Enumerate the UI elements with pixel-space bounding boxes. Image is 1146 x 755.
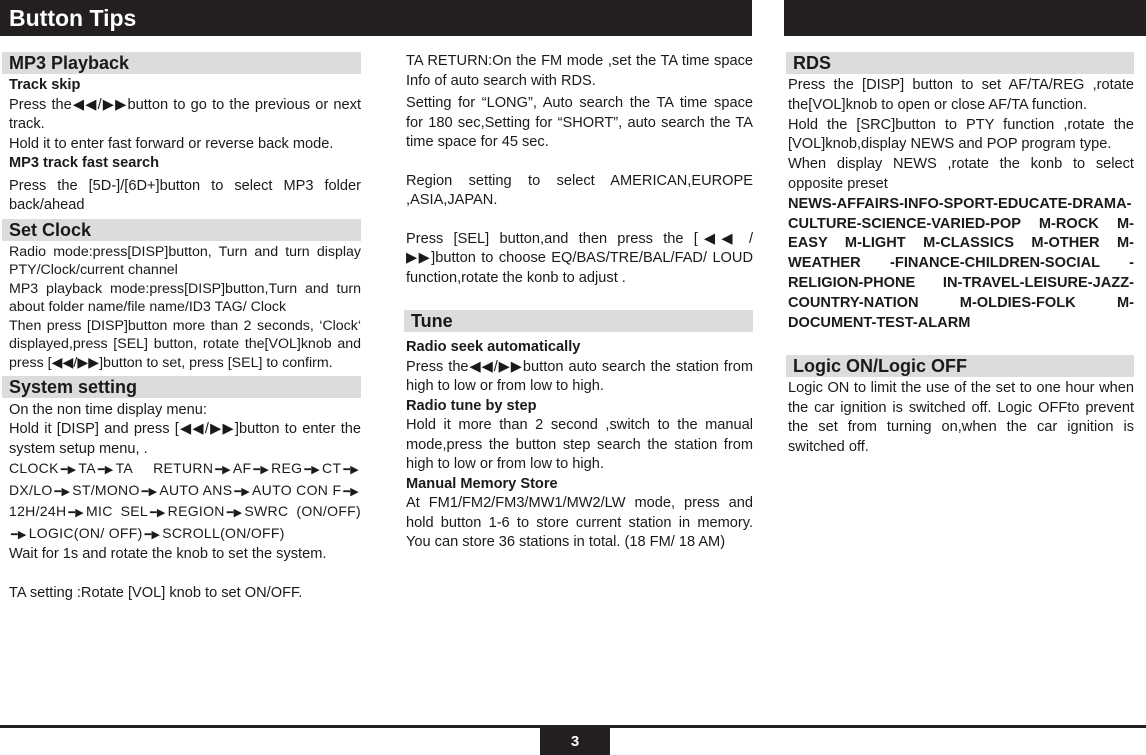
paragraph: Hold it more than 2 second ,switch to the manual mode,press the button step search the station from high to low or from low to high. [406, 417, 753, 472]
section-title-logic: Logic ON/Logic OFF [786, 355, 1134, 377]
section-title-clock: Set Clock [2, 219, 361, 241]
flow-item: REG [271, 460, 303, 477]
paragraph: Press the [5D-]/[6D+]button to select MP3 folder back/ahead [9, 177, 361, 213]
page-title: Button Tips [9, 5, 137, 31]
flow-item: CLOCK [9, 460, 59, 477]
logic-body [786, 379, 1134, 457]
page-number: 3 [540, 728, 610, 755]
arrow-right-icon: ━▶ [234, 485, 251, 498]
pty-preset-list: NEWS-AFFAIRS-INFO-SPORT-EDUCATE-DRAMA-CULTURE-SCIENCE-VARIED-POP M-ROCK M-EASY M-LIGHT M-CLASSICS M-OTHER M-WEATHER -FINANCE-CHILDREN-SOCIAL -RELIGION-PHONE IN-TRAVEL-LEISURE-JAZZ-COUNTRY-NATION M-OLDIES-FOLK M-DOCUMENT-TEST-ALARM [788, 195, 1134, 331]
header-bar-right [784, 0, 1146, 36]
arrow-right-icon: ━▶ [226, 507, 243, 520]
section-title-tune: Tune [404, 310, 753, 332]
header-bar [0, 0, 752, 36]
subheading-track-skip: Track skip [9, 77, 81, 93]
subheading-step: Radio tune by step [406, 397, 537, 414]
flow-item: ST/MONO [72, 481, 140, 498]
arrow-right-icon: ━▶ [60, 464, 77, 477]
subheading-seek: Radio seek automatically [406, 339, 581, 355]
paragraph: Radio mode:press[DISP]button, Turn and turn display PTY/Clock/current channel [9, 243, 361, 279]
flow-item: SCROLL(ON/OFF) [162, 524, 285, 541]
paragraph: Press [SEL] button,and then press the [◀◀ /▶▶]button to choose EQ/BAS/TRE/BAL/FAD/ LOUD function,rotate the konb to adjust . [406, 230, 753, 286]
system-body [2, 401, 361, 604]
flow-item: MIC SEL [86, 503, 148, 520]
flow-item: LOGIC(ON/ OFF) [28, 524, 143, 541]
tune-body [404, 338, 753, 553]
paragraph: Press the◀◀/▶▶button to go to the previous or next track. [9, 96, 361, 132]
column-2 [404, 52, 753, 553]
arrow-right-icon: ━▶ [54, 485, 71, 498]
section-title-system: System setting [2, 376, 361, 398]
paragraph: Hold it to enter fast forward or reverse back mode. [9, 135, 334, 152]
mp3-body [2, 76, 361, 216]
paragraph: Press the◀◀/▶▶button auto search the station from high to low or from low to high. [406, 358, 753, 394]
ta-body [404, 52, 753, 288]
paragraph: Press the [DISP] button to set AF/TA/REG ,rotate the[VOL]knob to open or close AF/TA function. [788, 77, 1134, 113]
paragraph: Wait for 1s and rotate the knob to set the system. [9, 546, 327, 563]
setup-menu-flow [9, 459, 361, 545]
flow-item: AUTO CON F [252, 481, 342, 498]
subheading-memory: Manual Memory Store [406, 475, 558, 492]
paragraph: TA setting :Rotate [VOL] knob to set ON/OFF. [9, 584, 303, 601]
clock-body [2, 243, 361, 373]
subheading-fast-search: MP3 track fast search [9, 155, 160, 171]
arrow-right-icon: ━▶ [141, 485, 158, 498]
arrow-right-icon: ━▶ [11, 528, 27, 541]
flow-item: DX/LO [9, 481, 53, 498]
paragraph: TA RETURN:On the FM mode ,set the TA time space Info of auto search with RDS. [406, 53, 753, 89]
arrow-right-icon: ━▶ [343, 485, 359, 498]
paragraph: Hold the [SRC]button to PTY function ,rotate the [VOL]knob,display NEWS and POP program type. [788, 116, 1134, 153]
paragraph: Setting for “LONG”, Auto search the TA time space for 180 sec,Setting for “SHORT”, auto search the TA time space for 45 sec. [406, 95, 753, 150]
section-title-mp3: MP3 Playback [2, 52, 361, 74]
flow-item: REGION [167, 503, 225, 520]
column-3 [786, 52, 1134, 457]
paragraph: MP3 playback mode:press[DISP]button,Turn and turn about folder name/file name/ID3 TAG/ Clock [9, 280, 361, 316]
paragraph: On the non time display menu: [9, 401, 207, 418]
arrow-right-icon: ━▶ [144, 528, 161, 541]
flow-item: SWRC (ON/OFF) [244, 503, 361, 520]
paragraph: Hold it [DISP] and press [◀◀/▶▶]button to enter the system setup menu, . [9, 421, 361, 457]
arrow-right-icon: ━▶ [304, 464, 321, 477]
flow-item: AF [232, 460, 252, 477]
flow-item: CT [322, 460, 342, 477]
paragraph: At FM1/FM2/FM3/MW1/MW2/LW mode, press and hold button 1-6 to store current station in memory. You can store 36 stations in total. (18 FM/ 18 AM) [406, 495, 753, 550]
arrow-right-icon: ━▶ [253, 464, 270, 477]
paragraph: Then press [DISP]button more than 2 seconds, ‘Clock‘ displayed,press [SEL] button, rotate the[VOL]knob and press [◀◀/▶▶]button to set, press [SEL] to confirm. [9, 317, 361, 372]
arrow-right-icon: ━▶ [215, 464, 231, 477]
flow-item: TA RETURN [115, 460, 214, 477]
column-1 [2, 52, 361, 603]
paragraph: Region setting to select AMERICAN,EUROPE ,ASIA,JAPAN. [406, 172, 753, 208]
paragraph: When display NEWS ,rotate the konb to select opposite preset [788, 156, 1134, 192]
paragraph: Logic ON to limit the use of the set to one hour when the car ignition is switched off. Logic OFFto prevent the set from turning on,when the car ignition is switched off. [788, 380, 1134, 455]
rds-body [786, 76, 1134, 333]
arrow-right-icon: ━▶ [68, 507, 85, 520]
flow-item: AUTO ANS [159, 481, 233, 498]
flow-item: TA [78, 460, 96, 477]
section-title-rds: RDS [786, 52, 1134, 74]
arrow-right-icon: ━▶ [149, 507, 166, 520]
arrow-right-icon: ━▶ [343, 464, 359, 477]
flow-item: 12H/24H [9, 503, 67, 520]
arrow-right-icon: ━▶ [97, 464, 114, 477]
